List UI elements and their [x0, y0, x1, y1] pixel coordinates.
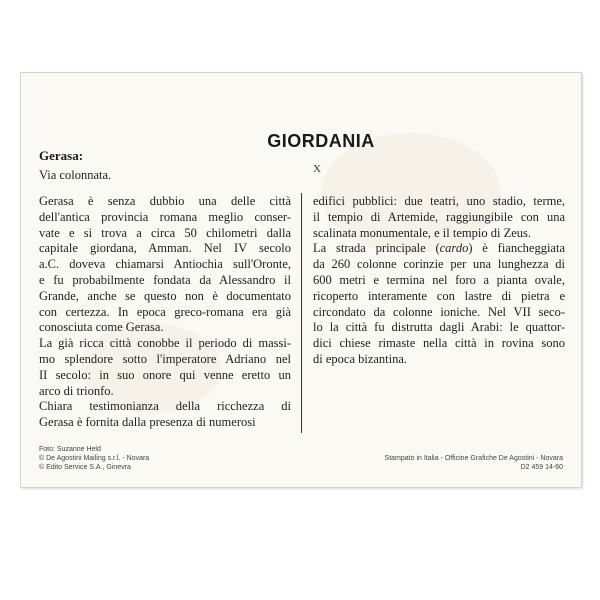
text-line: capitale giordana, Amman. Nel IV secolo: [39, 241, 291, 256]
credit-line: © Edito Service S.A., Ginevra: [39, 464, 131, 471]
text-line: Gerasa è fornita dalla presenza di numerosi: [39, 415, 256, 430]
text-line: Gerasa è senza dubbio una delle città: [39, 194, 291, 208]
text-line: a.C. doveva chiamarsi Antiochia sull'Oronte,: [39, 257, 291, 272]
place-name: Gerasa:: [39, 148, 84, 163]
credit-line: D2 459 14-60: [520, 464, 563, 471]
text-line: [313, 305, 565, 321]
text-segment: 600 metri e termina nel foro a pianta ovale,: [313, 272, 565, 287]
text-segment: da 260 colonne corinzie per una lunghezza di: [313, 257, 565, 272]
text-line: [313, 257, 565, 273]
photo-credits: [39, 445, 149, 472]
text-line: mo splendore sotto l'imperatore Adriano nel: [39, 351, 291, 366]
credit-line: Foto: Suzanne Held: [39, 446, 101, 453]
text-segment: di epoca bizantina.: [313, 351, 408, 366]
text-line: [313, 289, 565, 305]
text-line: [313, 226, 565, 242]
text-line: [313, 273, 565, 289]
card-title: GIORDANIA: [267, 131, 375, 151]
text-line: vate e si trova a circa 50 chilometri dalla: [39, 225, 291, 240]
text-segment: dici chiese rimaste nella città in rovina sono: [313, 336, 565, 351]
text-segment: il tempio di Artemide, raggiungibile con una: [313, 209, 565, 224]
text-line: conosciuta come Gerasa.: [39, 320, 164, 335]
text-segment: edifici pubblici: due teatri, uno stadio, terme,: [313, 194, 565, 208]
description-right-column: [313, 194, 565, 368]
card-subtitle: Via colonnata.: [39, 168, 112, 182]
postcard: [20, 72, 582, 488]
text-segment: scalinata monumentale, e il tempio di Zeus.: [313, 225, 531, 240]
text-line: [313, 336, 565, 352]
text-line: arco di trionfo.: [39, 383, 114, 398]
text-segment: ricoperto interamente con lastre di pietra e: [313, 288, 565, 303]
column-divider: [301, 193, 302, 433]
text-line: [313, 320, 565, 336]
mark-x: X: [313, 163, 321, 175]
text-segment: circondato da colonne ioniche. Nel VII seco-: [313, 304, 565, 319]
credit-line: Stampato in Italia - Officine Grafiche De Agostini - Novara: [384, 455, 563, 462]
text-line: [313, 210, 565, 226]
credit-line: © De Agostini Mailing s.r.l. - Novara: [39, 455, 150, 462]
text-line: con certezza. In epoca greco-romana era già: [39, 304, 291, 319]
text-segment: lo la città fu distrutta dagli Arabi: le quattor-: [313, 320, 565, 335]
text-line: [313, 352, 565, 368]
text-line: Grande, anche se questo non è documentato: [39, 288, 291, 303]
text-line: [313, 194, 565, 210]
text-segment: La strada principale (: [313, 241, 440, 256]
text-line: Chiara testimonianza della ricchezza di: [39, 399, 291, 414]
text-line: [313, 241, 565, 257]
text-line: II secolo: in suo onore qui venne eretto un: [39, 367, 291, 382]
description-left-column: [39, 194, 291, 431]
text-line: dell'antica provincia romana meglio conser-: [39, 209, 291, 224]
italic-term: cardo: [439, 241, 469, 256]
text-segment: ) è fiancheggiata: [468, 241, 565, 256]
text-line: e fu probabilmente fondata da Alessandro il: [39, 272, 291, 287]
printer-credits: [385, 454, 563, 472]
text-line: La già ricca città conobbe il periodo di massi-: [39, 336, 291, 351]
